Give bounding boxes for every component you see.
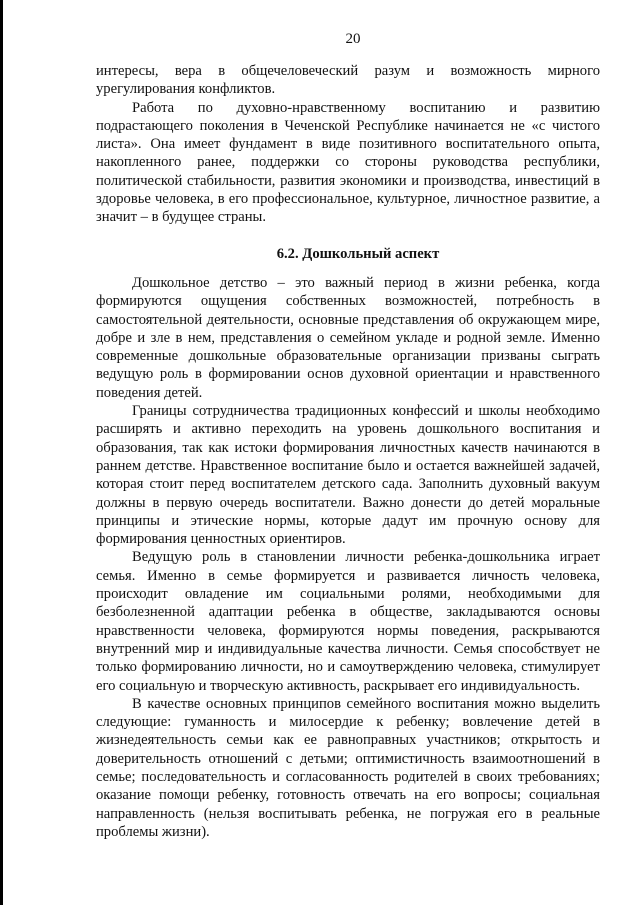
paragraph-preschool-childhood: Дошкольное детство – это важный период в жизни ребенка, когда формируются ощущения собственных возможностей, потребность в самостоятельной деятельности, основные представления об окружающем мире, добре и зле в нем, представления о семейном укладе и родной земле. Именно современные дошкольные образовательные организации призваны сыграть ведущую роль в формировании основ духовной ориентации и нравственного поведения детей. — [96, 274, 600, 401]
document-page — [96, 30, 600, 841]
paragraph-family-principles: В качестве основных принципов семейного воспитания можно выделить следующие: гуманность и милосердие к ребенку; вовлечение детей в жизнедеятельность семьи как ее равноправных участников; открытость и доверительность отношений с детьми; оптимистичность взаимоотношений в семье; последовательность и согласованность родителей в своих требованиях; оказание помощи ребенку, готовность отвечать на его вопросы; социальная направленность (нельзя воспитывать ребенка, не погружая его в реальные проблемы жизни). — [96, 695, 600, 840]
scan-edge — [0, 0, 3, 905]
paragraph-cooperation-boundaries: Границы сотрудничества традиционных конфессий и школы необходимо расширять и активно переходить на уровень дошкольного воспитания и образования, так как истоки формирования личностных качеств начинаются в раннем детстве. Нравственное воспитание было и остается важнейшей задачей, которая стоит перед воспитателем детского сада. Заполнить духовный вакуум должны в первую очередь воспитатели. Важно донести до детей моральные принципы и этические нормы, которые дадут им прочную основу для формирования ценностных ориентиров. — [96, 403, 600, 548]
section-heading: 6.2. Дошкольный аспект — [276, 245, 440, 262]
paragraph-family-role: Ведущую роль в становлении личности ребенка-дошкольника играет семья. Именно в семье формируется и развивается личность человека, происходит овладение им социальными ролями, необходимыми для безболезненной адаптации ребенка в обществе, закладываются основы нравственности человека, формируются нормы поведения, раскрываются внутренний мир и индивидуальные качества личности. Семья способствует не только формированию личности, но и самоутверждению человека, стимулирует его социальную и творческую активность, раскрывает его индивидуальность. — [96, 549, 600, 694]
page-number: 20 — [345, 31, 361, 47]
paragraph-chechen-republic: Работа по духовно-нравственному воспитанию и развитию подрастающего поколения в Чеченской Республике начинается не «с чистого листа». Она имеет фундамент в виде позитивного воспитательного опыта, накопленного ранее, поддержки со стороны руководства республики, политической стабильности, развития экономики и производства, инвестиций в здоровье человека, в его профессиональное, культурное, личностное развитие, а значит – в будущее страны. — [96, 99, 600, 226]
paragraph-continuation: интересы, вера в общечеловеческий разум и возможность мирного урегулирования конфликтов. — [96, 63, 600, 98]
